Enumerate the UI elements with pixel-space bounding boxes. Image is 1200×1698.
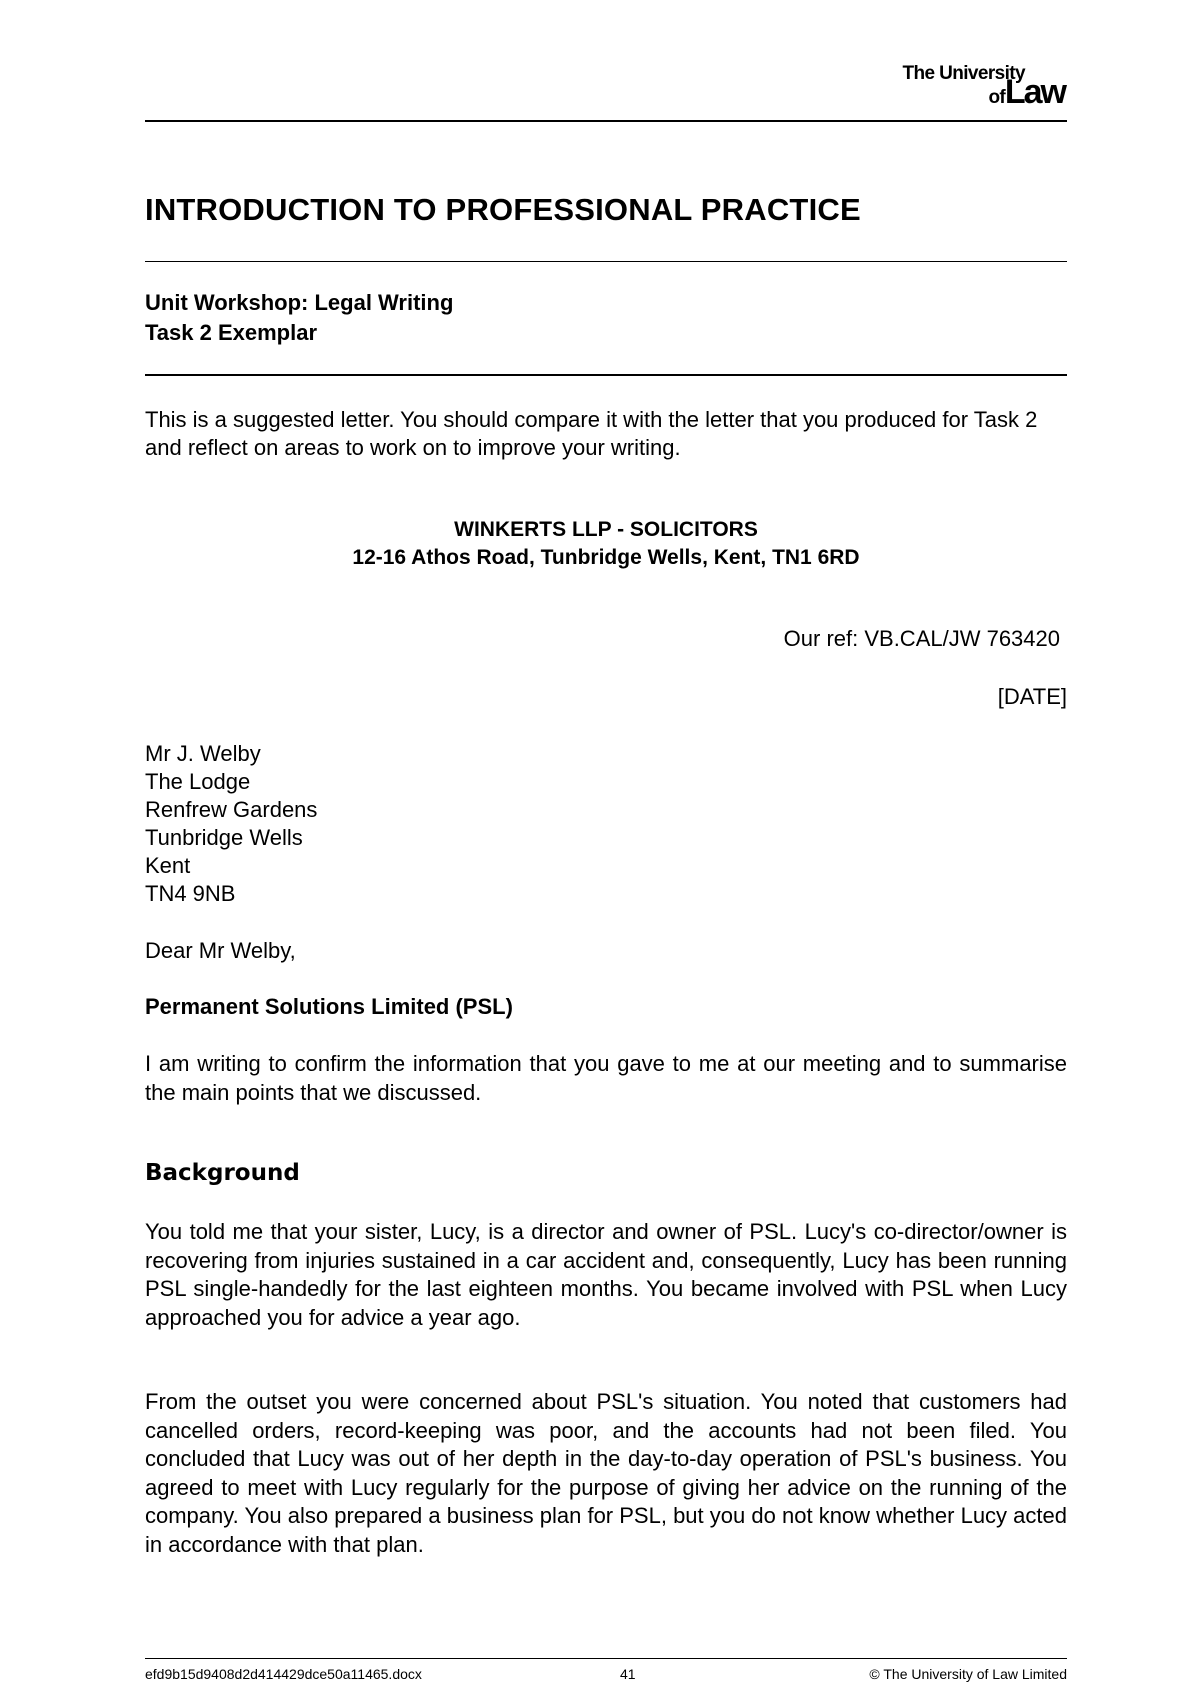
header-rule [145, 120, 1067, 122]
salutation: Dear Mr Welby, [145, 938, 296, 963]
address-line: Kent [145, 853, 191, 878]
footer-copyright: © The University of Law Limited [869, 1666, 1067, 1682]
logo-of: of [988, 87, 1005, 108]
reference: Our ref: VB.CAL/JW 763420 [783, 626, 1060, 651]
firm-address: 12-16 Athos Road, Tunbridge Wells, Kent, TN1 6RD [352, 546, 860, 569]
logo-line1: The University [902, 63, 1025, 84]
page-number: 41 [620, 1666, 636, 1682]
letterhead [145, 516, 1067, 572]
body-paragraph: From the outset you were concerned about PSL's situation. You noted that customers had cancelled orders, record-keeping was poor, and the accounts had not been filed. You concluded that Lucy was out of her depth in the day-to-day operation of PSL's business. You agreed to meet with Lucy regularly for the purpose of giving her advice on the running of the company. You also prepared a business plan for PSL, but you do not know whether Lucy acted in accordance with that plan. [145, 1389, 1067, 1557]
page-footer [145, 1666, 1067, 1682]
recipient-address [145, 740, 317, 908]
letter-subject: Permanent Solutions Limited (PSL) [145, 994, 513, 1019]
title-rule [145, 261, 1067, 262]
subtitle-line2: Task 2 Exemplar [145, 320, 318, 345]
address-line: The Lodge [145, 769, 251, 794]
firm-name: WINKERTS LLP - SOLICITORS [454, 518, 758, 541]
university-logo [902, 64, 1065, 109]
footer-rule [145, 1658, 1067, 1659]
workshop-subtitle [145, 288, 453, 348]
address-line: Mr J. Welby [145, 741, 261, 766]
address-line: Tunbridge Wells [145, 825, 303, 850]
section-heading: Background [145, 1160, 300, 1186]
opening-paragraph: I am writing to confirm the information that you gave to me at our meeting and to summarise the main points that we discussed. [145, 1051, 1067, 1105]
logo-law: Law [1004, 73, 1065, 111]
page-title: INTRODUCTION TO PROFESSIONAL PRACTICE [145, 192, 861, 227]
footer-filename: efd9b15d9408d2d414429dce50a11465.docx [145, 1666, 422, 1682]
subtitle-line1: Unit Workshop: Legal Writing [145, 290, 454, 315]
intro-paragraph: This is a suggested letter. You should compare it with the letter that you produced for Task 2 and reflect on areas to work on to improve your writing. [145, 407, 1038, 460]
letter-date: [DATE] [997, 684, 1067, 709]
subtitle-rule [145, 374, 1067, 376]
body-paragraph: You told me that your sister, Lucy, is a director and owner of PSL. Lucy's co-director/owner is recovering from injuries sustained in a car accident and, consequently, Lucy has been running PSL single-handedly for the last eighteen months. You became involved with PSL when Lucy approached you for advice a year ago. [145, 1219, 1067, 1330]
address-line: TN4 9NB [145, 881, 236, 906]
address-line: Renfrew Gardens [145, 797, 318, 822]
